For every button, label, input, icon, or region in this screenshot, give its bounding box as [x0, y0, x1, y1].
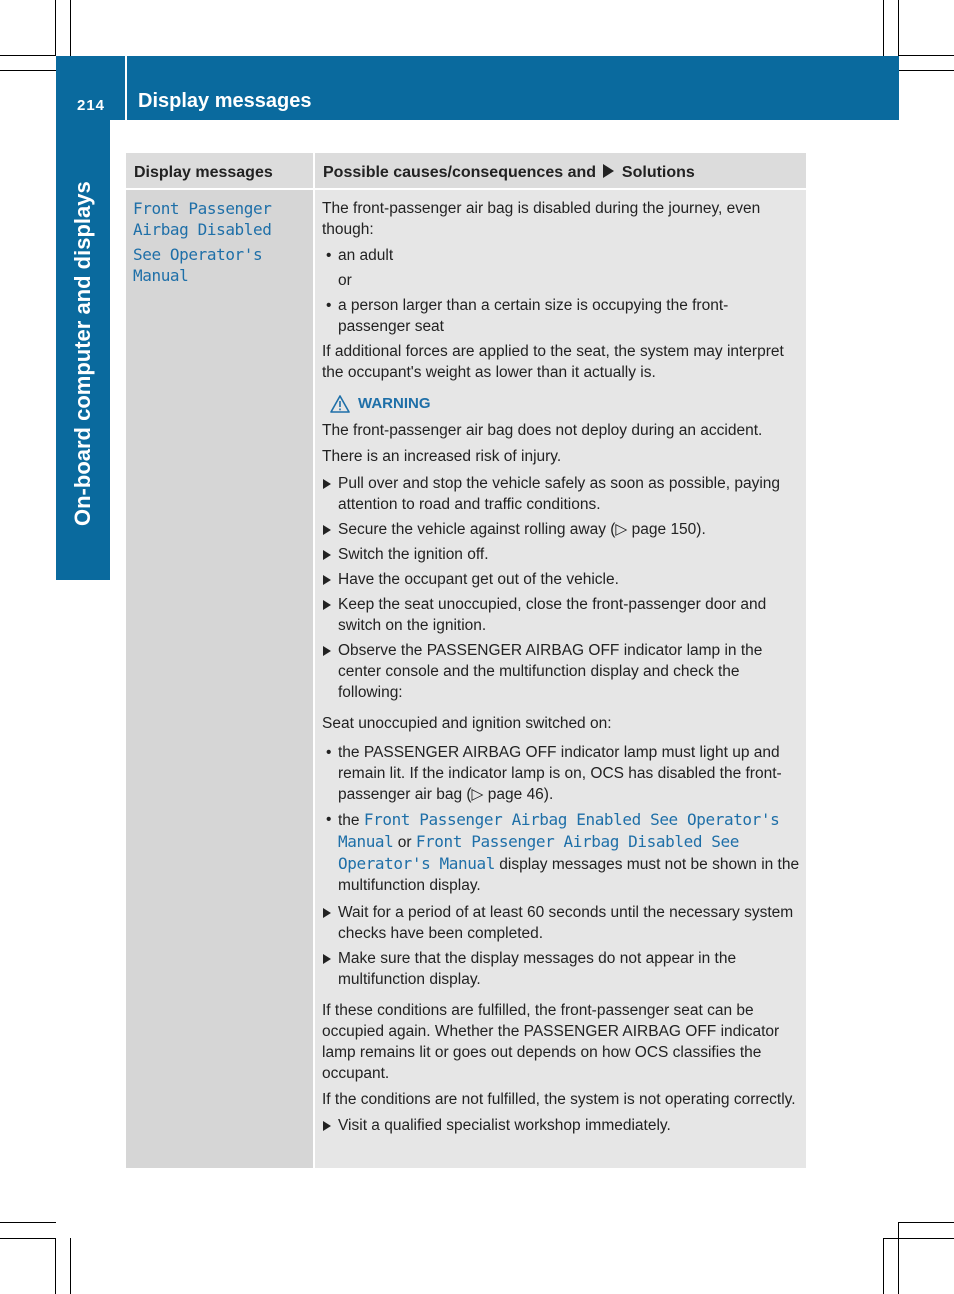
step-text: Make sure that the display messages do not appear in the multifunction display. [338, 950, 737, 988]
column-header-causes [314, 153, 806, 189]
message-line: Airbag Disabled [133, 220, 272, 239]
step-arrow-icon [323, 550, 331, 560]
bullet-the: the [338, 812, 360, 829]
column-header-solutions-text: Solutions [621, 163, 695, 181]
message-enabled: Front Passenger Airbag Enabled See Operator's Manual [338, 810, 780, 851]
message-line: See Operator's [133, 245, 263, 264]
crop-mark [883, 1238, 954, 1239]
not-fulfilled-text: If the conditions are not fulfilled, the system is not operating correctly. [322, 1091, 796, 1108]
step-arrow-icon [323, 600, 331, 610]
crop-mark [55, 1238, 56, 1294]
crop-mark [0, 1238, 56, 1239]
arrow-icon [603, 164, 614, 178]
forces-text: If additional forces are applied to the seat, the system may interpret the occupant's weight as lower than it actually is. [322, 343, 784, 381]
step-item [322, 640, 800, 703]
message-cell [126, 189, 314, 1168]
step-text: Pull over and stop the vehicle safely as soon as possible, paying attention to road and traffic conditions. [338, 475, 781, 513]
list-item: • a person larger than a certain size is occupying the front-passenger seat [326, 297, 729, 335]
bullet-or: or [397, 834, 412, 851]
step-arrow-icon [323, 908, 331, 918]
table-row [126, 189, 806, 1168]
step-text: Visit a qualified specialist workshop immediately. [338, 1117, 671, 1134]
list-item: • the PASSENGER AIRBAG OFF indicator lamp must light up and remain lit. If the indicator lamp is on, OCS has disabled the front-passenger air bag (▷ page 46). [326, 744, 782, 803]
step-text: Secure the vehicle against rolling away (▷ page 150). [338, 521, 706, 538]
step-text: Have the occupant get out of the vehicle. [338, 571, 619, 588]
step-text: Observe the PASSENGER AIRBAG OFF indicator lamp in the center console and the multifunction display and check the following: [338, 642, 763, 701]
display-messages-table [126, 153, 806, 1168]
crop-mark [0, 1222, 56, 1223]
crop-mark [0, 55, 56, 56]
step-arrow-icon [323, 525, 331, 535]
bullet-text: a person larger than a certain size is occupying the front-passenger seat [338, 297, 729, 335]
crop-mark [883, 1238, 884, 1294]
crop-mark [898, 1222, 954, 1223]
step-item [322, 544, 800, 565]
column-header-messages: Display messages [126, 153, 314, 189]
step-item [322, 1115, 800, 1136]
list-item: • an adult [326, 247, 394, 264]
page-number: 214 [76, 97, 106, 114]
crop-mark [0, 70, 56, 71]
warning-text: The front-passenger air bag does not deploy during an accident. [322, 422, 763, 439]
fulfilled-text: If these conditions are fulfilled, the front-passenger seat can be occupied again. Whether the PASSENGER AIRBAG OFF indicator lamp remains lit or goes out depends on how OCS classifies the occupant. [322, 1002, 780, 1082]
page-title: Display messages [138, 90, 312, 112]
step-arrow-icon [323, 479, 331, 489]
crop-mark [898, 1222, 899, 1294]
warning-label: WARNING [358, 395, 431, 412]
message-disabled: Front Passenger Airbag Disabled See Operator's Manual [338, 832, 739, 873]
bullet-tail: display messages must not be shown in the multifunction display. [338, 856, 800, 894]
step-item [322, 569, 800, 590]
side-tab-label: On-board computer and displays [70, 181, 95, 526]
table-header-row [126, 153, 806, 189]
header-divider [125, 56, 127, 120]
crop-mark [70, 0, 71, 56]
step-item [322, 902, 800, 944]
crop-mark [55, 0, 56, 56]
or-text: or [338, 272, 352, 289]
crop-mark [898, 55, 954, 56]
crop-mark [70, 1238, 71, 1294]
warning-triangle-icon [330, 395, 350, 413]
crop-mark [898, 0, 899, 56]
warning-heading [330, 393, 800, 414]
step-arrow-icon [323, 646, 331, 656]
step-item [322, 473, 800, 515]
column-header-causes-text: Possible causes/consequences and [323, 163, 597, 181]
list-item: • the Front Passenger Airbag Enabled See Operator's Manual or Front Passenger Airbag Disabled See Operator's Manual display messages must not be shown in the multifunction display. [326, 810, 800, 894]
step-item [322, 594, 800, 636]
step-item [322, 948, 800, 990]
seat-unoccupied-text: Seat unoccupied and ignition switched on: [322, 715, 612, 732]
bullet-text: the PASSENGER AIRBAG OFF indicator lamp must light up and remain lit. If the indicator lamp is on, OCS has disabled the front-passenger air bag (▷ page 46). [338, 744, 782, 803]
message-line: Manual [133, 266, 189, 285]
crop-mark [883, 0, 884, 56]
step-text: Keep the seat unoccupied, close the front-passenger door and switch on the ignition. [338, 596, 767, 634]
causes-cell [314, 189, 806, 1168]
step-text: Wait for a period of at least 60 seconds until the necessary system checks have been completed. [338, 904, 794, 942]
bullet-text: an adult [338, 247, 394, 264]
step-text: Switch the ignition off. [338, 546, 489, 563]
step-arrow-icon [323, 575, 331, 585]
step-arrow-icon [323, 954, 331, 964]
step-item [322, 519, 800, 540]
warning-text: There is an increased risk of injury. [322, 448, 562, 465]
intro-text: The front-passenger air bag is disabled during the journey, even though: [322, 200, 761, 238]
crop-mark [898, 70, 954, 71]
step-arrow-icon [323, 1121, 331, 1131]
message-line: Front Passenger [133, 199, 272, 218]
